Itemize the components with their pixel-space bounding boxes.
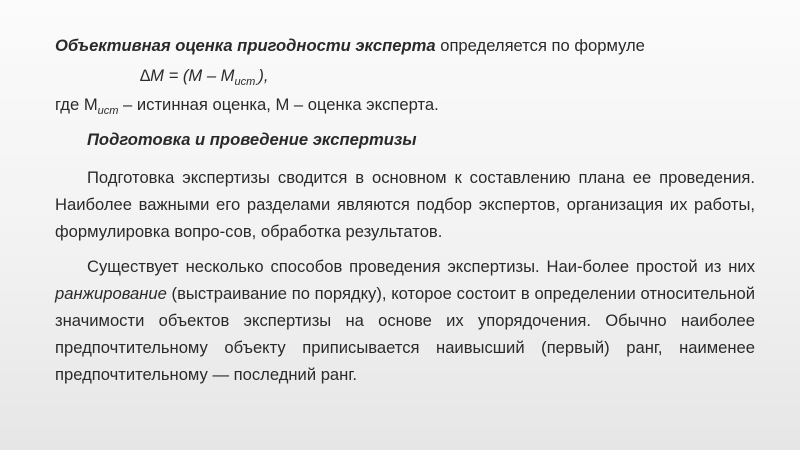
formula-explanation <box>55 91 755 118</box>
intro-term: Объективная оценка пригодности эксперта <box>55 36 436 55</box>
where-start: где M <box>55 95 98 114</box>
formula-suffix: ), <box>258 66 269 85</box>
paragraph-preparation: Подготовка экспертизы сводится в основном к составлению плана ее проведения. Наиболее важными его разделами являются подбор экспертов, организация их работы, формулировка вопро-сов, обработка результатов. <box>55 168 755 241</box>
where-subscript: ucm <box>97 105 119 117</box>
paragraph-methods <box>55 253 755 388</box>
formula <box>55 62 755 89</box>
paragraph-methods-part2: (выстраивание по порядку), которое состоит в определении относительной значимости объектов экспертизы на основе их упорядочения. Обычно наиболее предпочтительному объекту приписывается наивысший (первый) ранг, наименее предпочтительному — последний ранг. <box>55 284 755 384</box>
formula-subscript: ucm. <box>234 76 259 88</box>
paragraph-methods-part1: Существует несколько способов проведения экспертизы. Наи-более простой из них <box>87 257 755 276</box>
section-heading: Подготовка и проведение экспертизы <box>87 130 417 149</box>
ranking-term: ранжирование <box>55 284 167 303</box>
intro-line <box>55 32 755 59</box>
where-rest: – истинная оценка, M – оценка эксперта. <box>118 95 439 114</box>
intro-rest: определяется по формуле <box>435 36 645 55</box>
formula-prefix: ∆M = (M – M <box>140 66 235 85</box>
document-page <box>55 32 755 388</box>
